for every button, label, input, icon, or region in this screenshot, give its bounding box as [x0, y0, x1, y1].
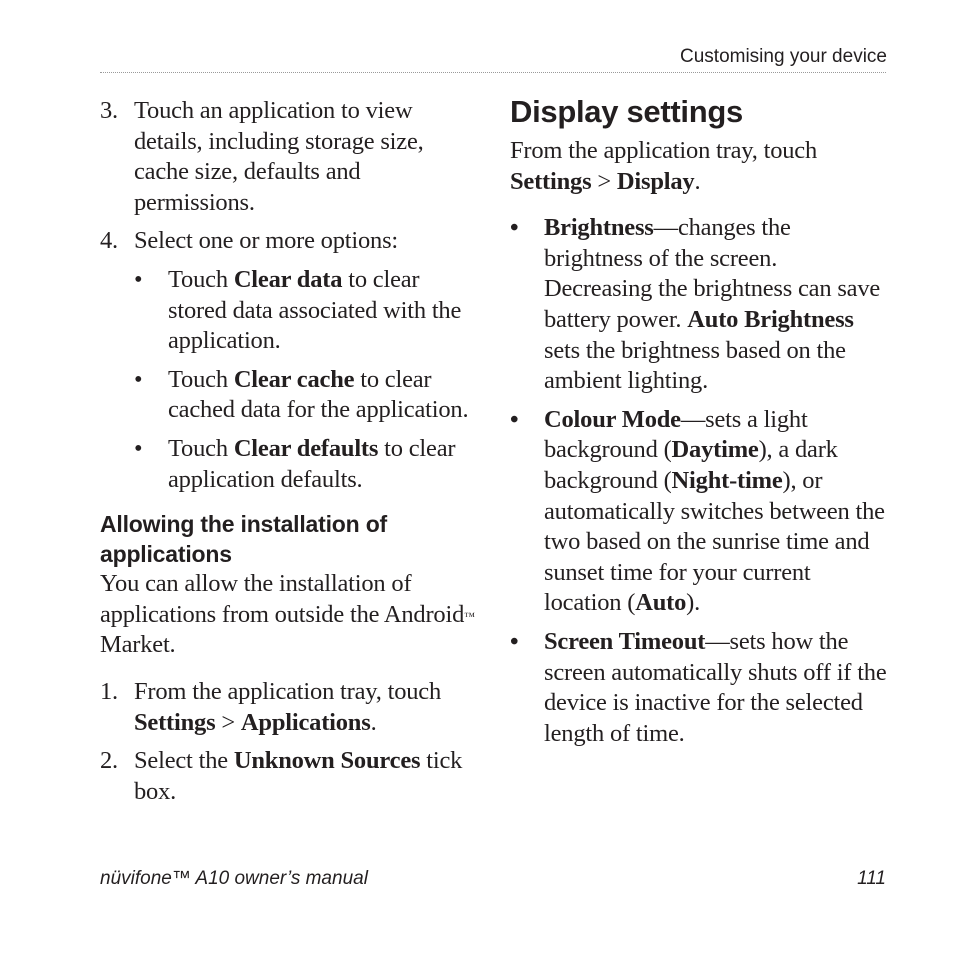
step-3: [100, 96, 480, 218]
step-pre: Select the: [134, 747, 234, 775]
separator: >: [215, 708, 241, 736]
intro-post: .: [694, 167, 701, 195]
bullet-dot: •: [134, 265, 143, 293]
settings-menu: Settings: [134, 708, 216, 736]
step-1: [100, 677, 480, 738]
bullet-bold: Clear defaults: [233, 434, 379, 462]
option-clear-defaults: [134, 434, 480, 495]
auto-brightness-term: Auto Brightness: [687, 305, 854, 333]
brightness-desc-end: sets the brightness based on the ambient lighting.: [544, 336, 846, 395]
bullet-bold: Clear data: [233, 265, 343, 293]
bullet-post: to clear cached data for the application.: [168, 365, 469, 424]
step-4: [100, 226, 480, 257]
bullet-bold: Clear cache: [233, 365, 355, 393]
step-number: 3.: [100, 97, 118, 124]
subheading: Allowing the installation of applications: [100, 511, 387, 568]
colour-desc-3: ), or automatically switches between the two based on the sunrise time and sunset time for your current location (: [544, 466, 885, 617]
screen-timeout-item: [510, 627, 890, 749]
header-rule: [100, 72, 886, 73]
bullet-post: to clear stored data associated with the application.: [168, 265, 462, 355]
step-number: 2.: [100, 747, 118, 775]
colour-desc-2: ), a dark background (: [544, 436, 838, 494]
page-number: 111: [857, 868, 886, 889]
intro-text: You can allow the installation of applications from outside the Android: [100, 570, 465, 628]
display-intro: [510, 136, 890, 197]
step-pre: From the application tray, touch: [134, 677, 442, 705]
colour-desc-4: ).: [686, 589, 701, 617]
bullet-dot: •: [134, 434, 143, 462]
option-clear-cache: [134, 365, 480, 426]
step-2: [100, 746, 480, 807]
right-column: [510, 94, 890, 749]
auto-term: Auto: [635, 589, 687, 617]
bullet-pre: Touch: [168, 365, 234, 393]
bullet-post: to clear application defaults.: [168, 434, 456, 493]
intro-pre: From the application tray, touch: [510, 137, 818, 164]
colour-mode-term: Colour Mode: [544, 405, 681, 433]
step-number: 1.: [100, 677, 118, 705]
bullet-dot: •: [510, 627, 519, 655]
bullet-dot: •: [510, 214, 519, 242]
colour-mode-item: [510, 405, 890, 619]
trademark: ™: [464, 610, 475, 623]
section-heading: Display settings: [510, 94, 743, 129]
settings-menu: Settings: [510, 167, 592, 195]
bullet-pre: Touch: [168, 265, 234, 293]
brightness-term: Brightness: [544, 214, 654, 242]
brightness-desc: —changes the brightness of the screen. Decreasing the brightness can save battery power.: [544, 214, 881, 333]
install-intro: [100, 569, 480, 661]
separator: >: [591, 167, 617, 195]
bullet-dot: •: [510, 405, 519, 433]
running-header: Customising your device: [680, 46, 887, 67]
step-post: .: [370, 708, 377, 736]
colour-desc-1: —sets a light background (: [544, 405, 808, 464]
bullet-dot: •: [134, 365, 143, 393]
step-post: tick box.: [134, 747, 463, 805]
timeout-desc: —sets how the screen automatically shuts off if the device is inactive for the selected length of time.: [544, 627, 887, 747]
daytime-term: Daytime: [671, 436, 759, 464]
step-text: Touch an application to view details, including storage size, cache size, defaults and permissions.: [134, 97, 424, 216]
step-number: 4.: [100, 227, 118, 255]
night-time-term: Night-time: [671, 466, 783, 494]
applications-menu: Applications: [240, 708, 371, 736]
screen-timeout-term: Screen Timeout: [544, 627, 706, 655]
left-column: [100, 94, 480, 807]
unknown-sources-option: Unknown Sources: [233, 747, 421, 775]
bullet-pre: Touch: [168, 434, 234, 462]
display-menu: Display: [616, 167, 695, 195]
brightness-item: [510, 213, 890, 397]
footer-manual-title: nüvifone™ A10 owner’s manual: [100, 868, 368, 889]
step-text: Select one or more options:: [134, 227, 399, 255]
option-clear-data: [134, 265, 480, 357]
intro-text-end: Market.: [100, 631, 176, 659]
